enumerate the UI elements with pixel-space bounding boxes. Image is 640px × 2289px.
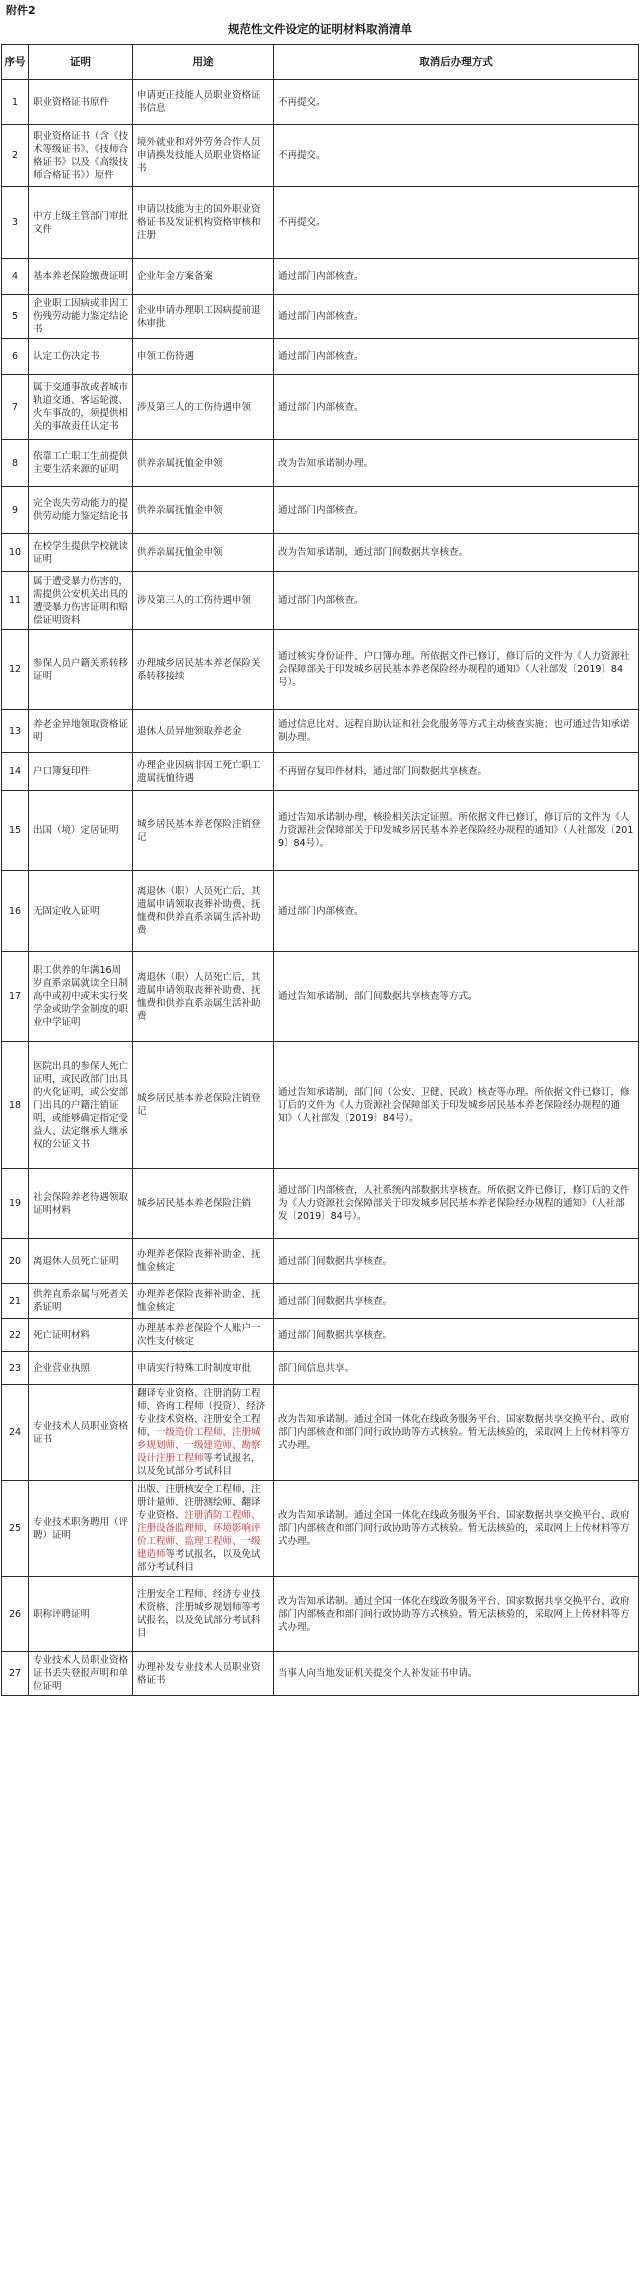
- cell-certificate: 养老金异地领取资格证明: [29, 710, 133, 753]
- cell-handling: 不再提交。: [274, 187, 639, 259]
- cell-handling: 改为告知承诺制，通过部门间数据共享核查。: [274, 534, 639, 572]
- cell-handling: 改为告知承诺制办理。: [274, 440, 639, 487]
- cell-purpose: 城乡居民基本养老保险注销登记: [133, 791, 274, 871]
- cell-handling: 通过部门间数据共享核查。: [274, 1319, 639, 1352]
- header-use: 用途: [133, 45, 274, 80]
- row-number: 8: [2, 440, 29, 487]
- cell-purpose: 办理养老保险丧葬补助金、抚恤金核定: [133, 1284, 274, 1319]
- row-number: 5: [2, 295, 29, 339]
- table-row: [2, 1577, 639, 1652]
- cell-handling: 不再留存复印件材料，通过部门间数据共享核查。: [274, 753, 639, 791]
- row-number: 7: [2, 375, 29, 440]
- row-number: 24: [2, 1385, 29, 1481]
- table-row: [2, 630, 639, 710]
- cell-purpose: 办理城乡居民基本养老保险关系转移接续: [133, 630, 274, 710]
- header-handling: 取消后办理方式: [274, 45, 639, 80]
- table-row: [2, 1239, 639, 1284]
- cell-handling: 通过部门内部核查。: [274, 259, 639, 295]
- table-row: [2, 125, 639, 187]
- purpose-text: 等考试报名，以及免试部分考试科目: [137, 1453, 261, 1477]
- table-row: [2, 1169, 639, 1239]
- cell-purpose: 涉及第三人的工伤待遇申领: [133, 375, 274, 440]
- cell-purpose: [133, 1385, 274, 1481]
- cell-purpose: 注册安全工程师、经济专业技术资格、注册城乡规划师等考试报名，以及免试部分考试科目: [133, 1577, 274, 1652]
- cell-handling: 通过告知承诺制、部门间数据共享核查等方式。: [274, 952, 639, 1042]
- highlighted-text: 注册消防工程师、注册设备监理师、环境影响评价工程师、监理工程师、一级建造师: [137, 1510, 261, 1560]
- table-row: [2, 1652, 639, 1696]
- table-body: [2, 80, 639, 1696]
- cell-certificate: 属于遭受暴力伤害的，需提供公安机关出具的遭受暴力伤害证明和赔偿证明资料: [29, 572, 133, 630]
- cell-certificate: 属于交通事故或者城市轨道交通、客运轮渡、火车事故的，须提供相关的事故责任认定书: [29, 375, 133, 440]
- cell-certificate: 专业技术职务聘用（评聘）证明: [29, 1481, 133, 1577]
- cell-handling: 通过告知承诺制、部门间（公安、卫健、民政）核查等办理。所依据文件已修订，修订后的文件为《人力资源社会保障部关于印发城乡居民基本养老保险经办规程的通知》（人社部发〔2019〕84号）。: [274, 1042, 639, 1169]
- cell-purpose: [133, 1481, 274, 1577]
- cell-handling: 通过部门内部核查。: [274, 572, 639, 630]
- table-row: [2, 259, 639, 295]
- cell-certificate: 出国（境）定居证明: [29, 791, 133, 871]
- annex-label: 附件2: [6, 4, 36, 17]
- purpose-text: 等考试报名，以及免试部分考试科目: [137, 1549, 261, 1573]
- cell-handling: 不再提交。: [274, 80, 639, 125]
- cell-certificate: 无固定收入证明: [29, 871, 133, 952]
- row-number: 15: [2, 791, 29, 871]
- purpose-text: 翻译专业资格、注册消防工程师、咨询工程师（投资）、经济专业技术资格、注册安全工程师、: [137, 1388, 266, 1438]
- row-number: 6: [2, 339, 29, 375]
- cell-purpose: 离退休（职）人员死亡后，其遗属申请领取丧葬补助费、抚恤费和供养直系亲属生活补助费: [133, 871, 274, 952]
- cell-certificate: 完全丧失劳动能力的提供劳动能力鉴定结论书: [29, 487, 133, 534]
- cell-purpose: 供养亲属抚恤金申领: [133, 534, 274, 572]
- cell-handling: 通过部门内部核查。: [274, 295, 639, 339]
- cell-handling: 改为告知承诺制。通过全国一体化在线政务服务平台、国家数据共享交换平台、政府部门内部核查和部门间行政协助等方式核验。暂无法核验的，采取网上上传材料等方式办理。: [274, 1577, 639, 1652]
- table-row: [2, 871, 639, 952]
- table-row: [2, 187, 639, 259]
- cell-purpose: 申领工伤待遇: [133, 339, 274, 375]
- table-row: [2, 1284, 639, 1319]
- cell-certificate: 离退休人员死亡证明: [29, 1239, 133, 1284]
- table-row: [2, 1319, 639, 1352]
- header-cert: 证明: [29, 45, 133, 80]
- cell-purpose: 办理补发专业技术人员职业资格证书: [133, 1652, 274, 1696]
- row-number: 9: [2, 487, 29, 534]
- cell-certificate: 认定工伤决定书: [29, 339, 133, 375]
- cell-handling: 通过部门间数据共享核查。: [274, 1284, 639, 1319]
- cell-purpose: 城乡居民基本养老保险注销登记: [133, 1042, 274, 1169]
- row-number: 16: [2, 871, 29, 952]
- cell-purpose: 供养亲属抚恤金申领: [133, 487, 274, 534]
- cell-purpose: 企业年金方案备案: [133, 259, 274, 295]
- row-number: 13: [2, 710, 29, 753]
- table-row: [2, 1042, 639, 1169]
- table-row: [2, 487, 639, 534]
- row-number: 21: [2, 1284, 29, 1319]
- cell-handling: 改为告知承诺制。通过全国一体化在线政务服务平台、国家数据共享交换平台、政府部门内部核查和部门间行政协助等方式核验。暂无法核验的，采取网上上传材料等方式办理。: [274, 1385, 639, 1481]
- table-row: [2, 791, 639, 871]
- cell-handling: 通过部门内部核查。: [274, 487, 639, 534]
- table-row: [2, 1481, 639, 1577]
- row-number: 3: [2, 187, 29, 259]
- table-row: [2, 952, 639, 1042]
- cell-purpose: 申请实行特殊工时制度审批: [133, 1352, 274, 1385]
- cell-certificate: 医院出具的参保人死亡证明，或民政部门出具的火化证明，或公安部门出具的户籍注销证明，或能够确定指定受益人、法定继承人继承权的公证文书: [29, 1042, 133, 1169]
- cell-certificate: 企业职工因病或非因工伤残劳动能力鉴定结论书: [29, 295, 133, 339]
- row-number: 14: [2, 753, 29, 791]
- row-number: 17: [2, 952, 29, 1042]
- table-row: [2, 1385, 639, 1481]
- row-number: 26: [2, 1577, 29, 1652]
- cell-purpose: 办理企业因病非因工死亡职工遗属抚恤待遇: [133, 753, 274, 791]
- row-number: 22: [2, 1319, 29, 1352]
- row-number: 4: [2, 259, 29, 295]
- table-row: [2, 534, 639, 572]
- cell-certificate: 依靠工亡职工生前提供主要生活来源的证明: [29, 440, 133, 487]
- cell-certificate: 社会保险养老待遇领取证明材料: [29, 1169, 133, 1239]
- row-number: 2: [2, 125, 29, 187]
- row-number: 10: [2, 534, 29, 572]
- page-title: 规范性文件设定的证明材料取消清单: [228, 22, 412, 36]
- cell-purpose: 境外就业和对外劳务合作人员申请换发技能人员职业资格证书: [133, 125, 274, 187]
- table-row: [2, 753, 639, 791]
- cell-purpose: 城乡居民基本养老保险注销: [133, 1169, 274, 1239]
- cell-certificate: 供养直系亲属与死者关系证明: [29, 1284, 133, 1319]
- table-row: [2, 710, 639, 753]
- table-row: [2, 80, 639, 125]
- row-number: 19: [2, 1169, 29, 1239]
- cell-certificate: 基本养老保险缴费证明: [29, 259, 133, 295]
- row-number: 23: [2, 1352, 29, 1385]
- cell-handling: 通过部门内部核查。: [274, 339, 639, 375]
- row-number: 1: [2, 80, 29, 125]
- cell-purpose: 涉及第三人的工伤待遇申领: [133, 572, 274, 630]
- cell-handling: 当事人向当地发证机关提交个人补发证书申请。: [274, 1652, 639, 1696]
- cell-purpose: 离退休（职）人员死亡后，其遗属申请领取丧葬补助费、抚恤费和供养直系亲属生活补助费: [133, 952, 274, 1042]
- cell-certificate: 企业营业执照: [29, 1352, 133, 1385]
- row-number: 12: [2, 630, 29, 710]
- cell-purpose: 供养亲属抚恤金申领: [133, 440, 274, 487]
- cell-handling: 部门间信息共享。: [274, 1352, 639, 1385]
- cell-certificate: 专业技术人员职业资格证书: [29, 1385, 133, 1481]
- cell-handling: 通过部门内部核查。: [274, 871, 639, 952]
- header-num: 序号: [2, 45, 29, 80]
- table-row: [2, 375, 639, 440]
- row-number: 11: [2, 572, 29, 630]
- cell-certificate: 中方上级主管部门审批文件: [29, 187, 133, 259]
- cell-purpose: 企业申请办理职工因病提前退休审批: [133, 295, 274, 339]
- table-row: [2, 572, 639, 630]
- cell-certificate: 职业资格证书原件: [29, 80, 133, 125]
- cell-purpose: 申请更正技能人员职业资格证书信息: [133, 80, 274, 125]
- table-row: [2, 295, 639, 339]
- cell-certificate: 参保人员户籍关系转移证明: [29, 630, 133, 710]
- row-number: 25: [2, 1481, 29, 1577]
- highlighted-text: 一级造价工程师、注册城乡规划师、一级建造师、勘察设计注册工程师: [137, 1427, 261, 1464]
- cell-certificate: 户口簿复印件: [29, 753, 133, 791]
- cell-handling: 通过部门内部核查，人社系统内部数据共享核查。所依据文件已修订，修订后的文件为《人力资源社会保障部关于印发城乡居民基本养老保险经办规程的通知》（人社部发〔2019〕84号）。: [274, 1169, 639, 1239]
- cell-certificate: 死亡证明材料: [29, 1319, 133, 1352]
- cell-certificate: 专业技术人员职业资格证书丢失登报声明和单位证明: [29, 1652, 133, 1696]
- table-row: [2, 1352, 639, 1385]
- cell-handling: 通过核实身份证件、户口簿办理。所依据文件已修订，修订后的文件为《人力资源社会保障部关于印发城乡居民基本养老保险经办规程的通知》（人社部发〔2019〕84号）。: [274, 630, 639, 710]
- cell-certificate: 职业资格证书（含《技术等级证书》、《技师合格证书》以及《高级技师合格证书》）原件: [29, 125, 133, 187]
- table-header-row: [2, 45, 639, 80]
- cell-handling: 通过信息比对、远程自助认证和社会化服务等方式主动核查实施；也可通过告知承诺制办理。: [274, 710, 639, 753]
- cell-handling: 通过部门间数据共享核查。: [274, 1239, 639, 1284]
- certificate-table: [1, 44, 639, 1696]
- cell-certificate: 在校学生提供学校就读证明: [29, 534, 133, 572]
- table-row: [2, 339, 639, 375]
- cell-handling: 通过告知承诺制办理，核验相关法定证照。所依据文件已修订，修订后的文件为《人力资源社会保障部关于印发城乡居民基本养老保险经办规程的通知》（人社部发〔2019〕84号）。: [274, 791, 639, 871]
- cell-purpose: 办理基本养老保险个人账户一次性支付核定: [133, 1319, 274, 1352]
- cell-certificate: 职工供养的年满16周岁直系亲属就读全日制高中或初中或未实行奖学金或助学金制度的职业中学证明: [29, 952, 133, 1042]
- cell-purpose: 申请以技能为主的国外职业资格证书及发证机构资格审核和注册: [133, 187, 274, 259]
- purpose-text: 出版、注册核安全工程师、注册计量师、注册测绘师、翻译专业资格、: [137, 1484, 261, 1521]
- row-number: 18: [2, 1042, 29, 1169]
- cell-handling: 通过部门内部核查。: [274, 375, 639, 440]
- cell-purpose: 办理养老保险丧葬补助金、抚恤金核定: [133, 1239, 274, 1284]
- cell-certificate: 职称评聘证明: [29, 1577, 133, 1652]
- cell-handling: 改为告知承诺制。通过全国一体化在线政务服务平台、国家数据共享交换平台、政府部门内部核查和部门间行政协助等方式核验。暂无法核验的，采取网上上传材料等方式办理。: [274, 1481, 639, 1577]
- cell-purpose: 退休人员异地领取养老金: [133, 710, 274, 753]
- table-row: [2, 440, 639, 487]
- cell-handling: 不再提交。: [274, 125, 639, 187]
- row-number: 20: [2, 1239, 29, 1284]
- row-number: 27: [2, 1652, 29, 1696]
